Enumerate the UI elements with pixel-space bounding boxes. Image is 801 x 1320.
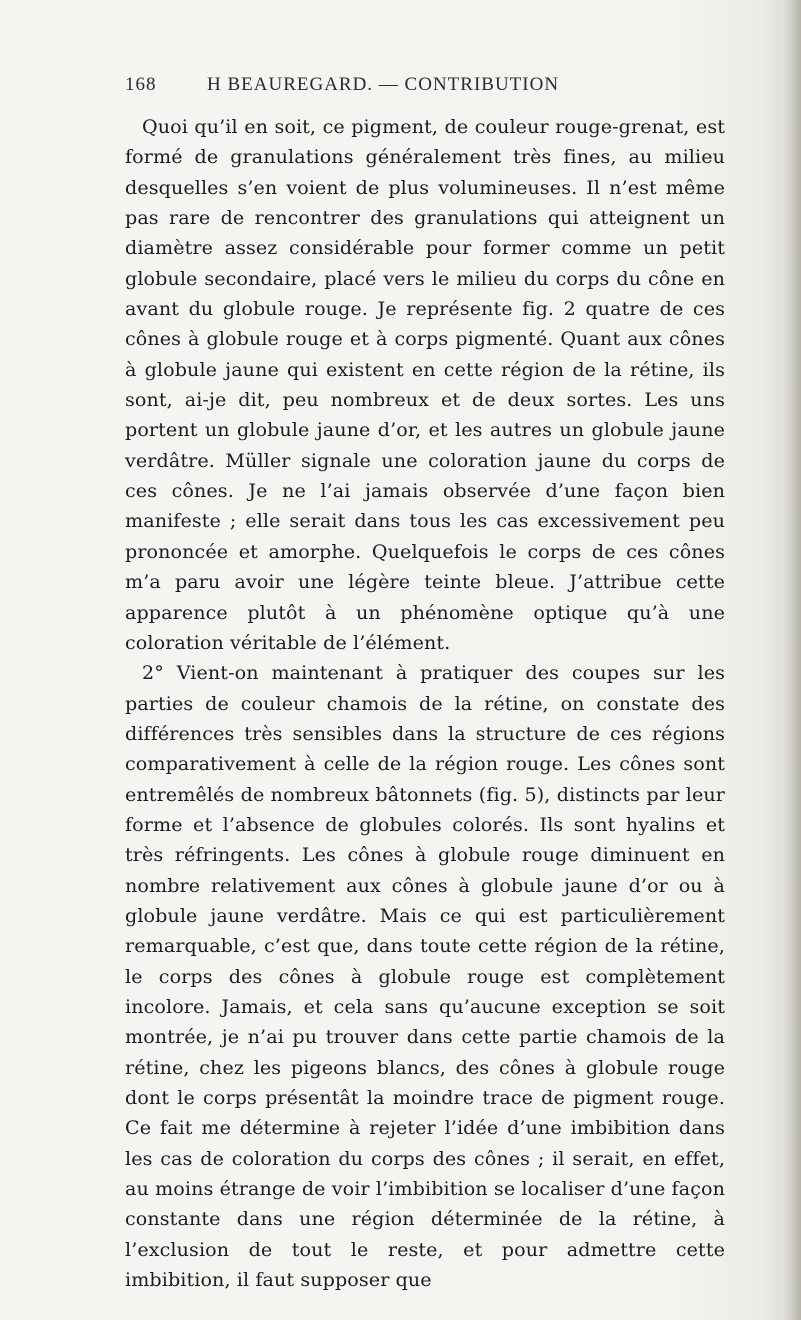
paragraph-1: Quoi qu’il en soit, ce pigment, de couleur rouge-grenat, est formé de granulations généralement très fines, au milieu desquelles s’en voient de plus volumineuses. Il n’est même pas rare de rencontrer des granulations qui atteignent un diamètre assez considérable pour former comme un petit globule secondaire, placé vers le milieu du corps du cône en avant du globule rouge. Je représente fig. 2 quatre de ces cônes à globule rouge et à corps pigmenté. Quant aux cônes à globule jaune qui existent en cette région de la rétine, ils sont, ai-je dit, peu nombreux et de deux sortes. Les uns portent un globule jaune d’or, et les autres un globule jaune verdâtre. Müller signale une coloration jaune du corps de ces cônes. Je ne l’ai jamais observée d’une façon bien manifeste ; elle serait dans tous les cas excessivement peu prononcée et amorphe. Quelquefois le corps de ces cônes m’a paru avoir une légère teinte bleue. J’attribue cette apparence plutôt à un phénomène optique qu’à une coloration véritable de l’élément. bbox=[125, 115, 725, 654]
page-number: 168 bbox=[125, 74, 157, 95]
paragraph-2: 2° Vient-on maintenant à pratiquer des coupes sur les parties de couleur chamois de la rétine, on constate des différences très sensibles dans la structure de ces régions comparativement à celle de la région rouge. Les cônes sont entremêlés de nombreux bâtonnets (fig. 5), distincts par leur forme et l’absence de globules colorés. Ils sont hyalins et très réfringents. Les cônes à globule rouge diminuent en nombre relativement aux cônes à globule jaune d’or ou à globule jaune verdâtre. Mais ce qui est particulièrement remarquable, c’est que, dans toute cette région de la rétine, le corps des cônes à globule rouge est complètement incolore. Jamais, et cela sans qu’aucune exception se soit montrée, je n’ai pu trouver dans cette partie chamois de la rétine, chez les pigeons blancs, des cônes à globule rouge dont le corps présentât la moindre trace de pigment rouge. Ce fait me détermine à rejeter l’idée d’une imbibition dans les cas de coloration du corps des cônes ; il serait, en effet, au moins étrange de voir l’imbibition se localiser d’une façon constante dans une région déterminée de la rétine, à l’exclusion de tout le reste, et pour admettre cette imbibition, il faut supposer que bbox=[125, 661, 725, 1292]
running-title: H BEAUREGARD. — CONTRIBUTION bbox=[207, 74, 560, 95]
running-head bbox=[125, 74, 725, 102]
page-edge-shadow bbox=[783, 0, 801, 1320]
body-text bbox=[125, 112, 725, 1295]
